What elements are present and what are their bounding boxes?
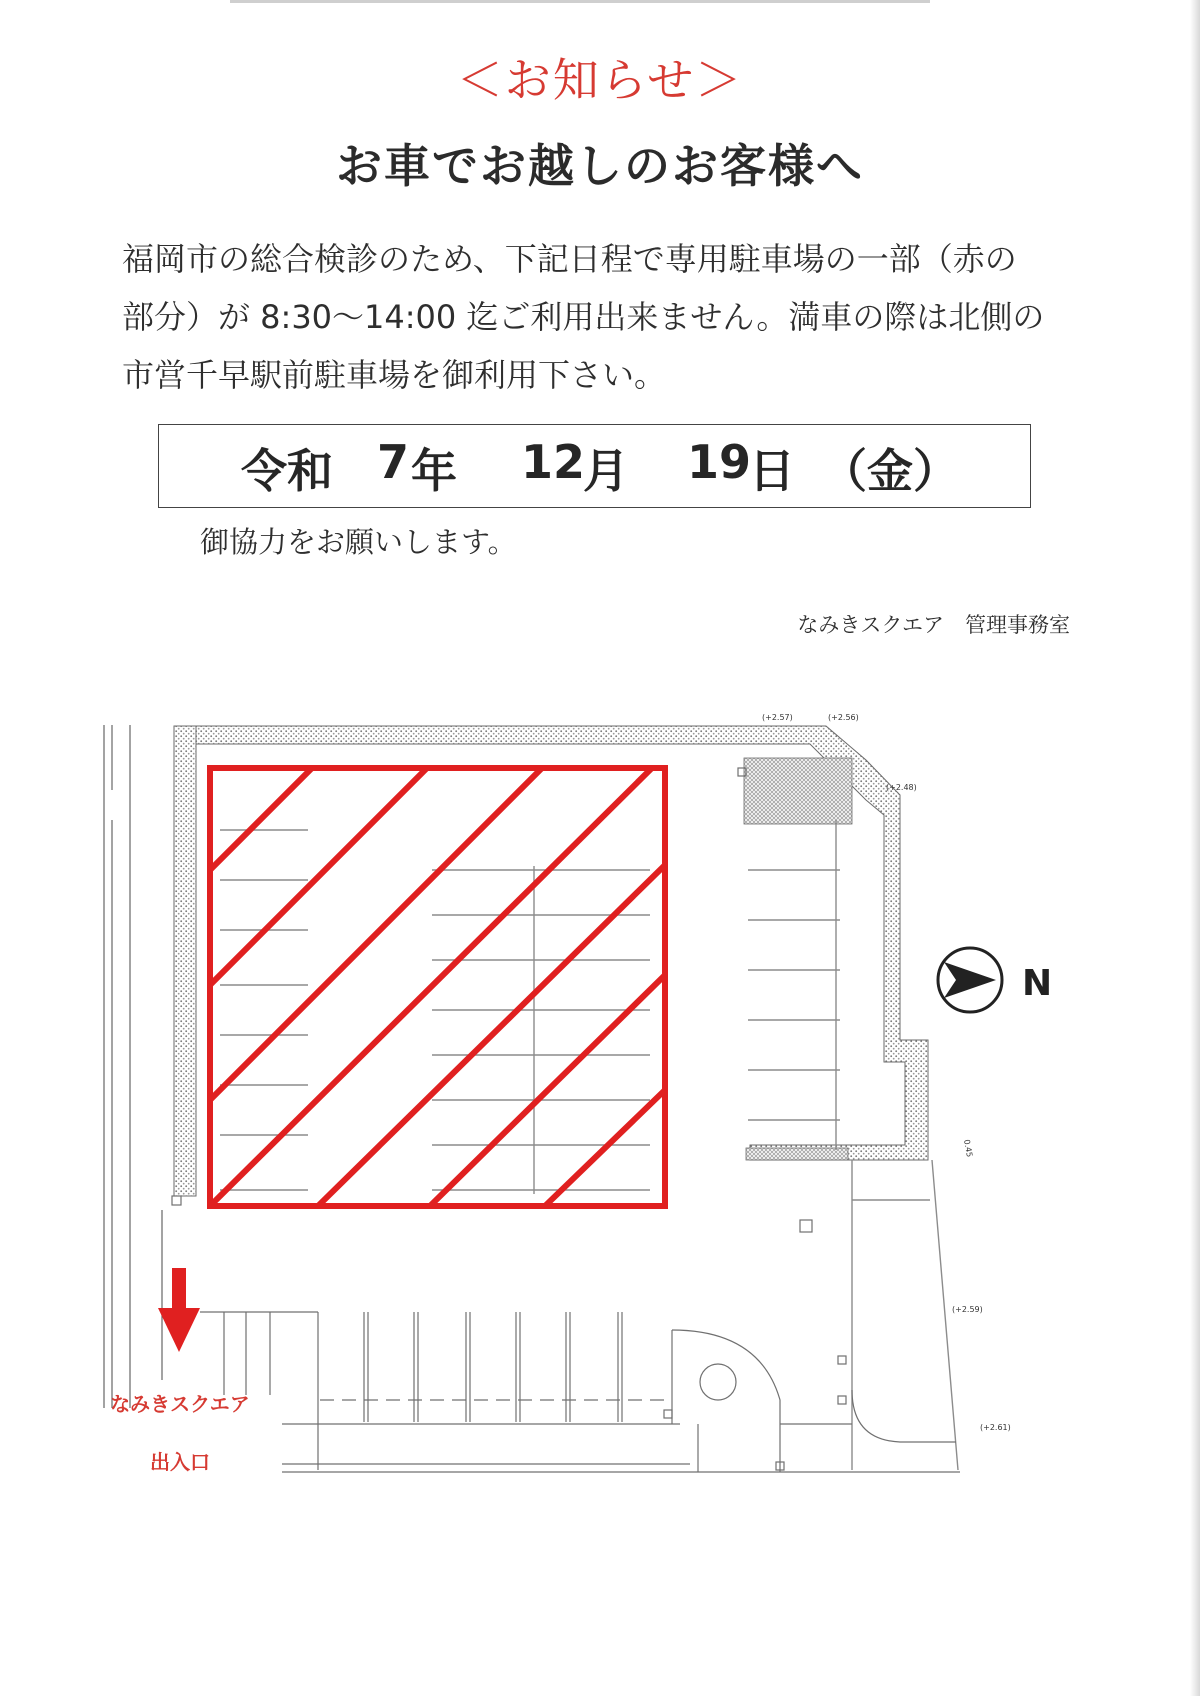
date-era: 令和 bbox=[241, 444, 333, 498]
entrance-arrow-icon bbox=[158, 1268, 200, 1352]
body-line: 部分）が 8:30～14:00 迄ご利用出来ません。満車の際は北側の bbox=[122, 298, 1045, 336]
elevation-label: (+2.56) bbox=[828, 713, 859, 722]
date-day-unit: 日 bbox=[749, 444, 795, 498]
notice-title: ＜お知らせ＞ bbox=[456, 53, 744, 107]
entrance-label-name: なみきスクエア bbox=[110, 1392, 250, 1416]
left-road bbox=[104, 725, 162, 1408]
thanks-text: 御協力をお願いします。 bbox=[200, 525, 517, 559]
date-month-unit: 月 bbox=[583, 444, 629, 498]
bottom-lot bbox=[172, 768, 960, 1472]
closed-area bbox=[210, 760, 665, 1206]
date-weekday: （金） bbox=[821, 444, 959, 498]
sender: なみきスクエア 管理事務室 bbox=[797, 613, 1070, 637]
elevation-label: (+2.61) bbox=[980, 1423, 1011, 1432]
date-month: 12 bbox=[521, 435, 586, 489]
date-day: 19 bbox=[687, 435, 752, 489]
elevation-label: (+2.48) bbox=[886, 783, 917, 792]
elevation-label: (+2.59) bbox=[952, 1305, 983, 1314]
notice-subject: お車でお越しのお客様へ bbox=[336, 139, 864, 193]
body-line: 福岡市の総合検診のため、下記日程で専用駐車場の一部（赤の bbox=[122, 240, 1017, 278]
elevation-label: 0.45 bbox=[962, 1138, 974, 1158]
entrance-label-gate: 出入口 bbox=[150, 1450, 210, 1474]
date-year: 7 bbox=[377, 435, 410, 489]
date-year-unit: 年 bbox=[411, 444, 457, 498]
north-arrow-icon bbox=[938, 948, 1002, 1012]
north-label: N bbox=[1022, 963, 1053, 1004]
body-line: 市営千早駅前駐車場を御利用下さい。 bbox=[122, 356, 667, 394]
elevation-label: (+2.57) bbox=[762, 713, 793, 722]
